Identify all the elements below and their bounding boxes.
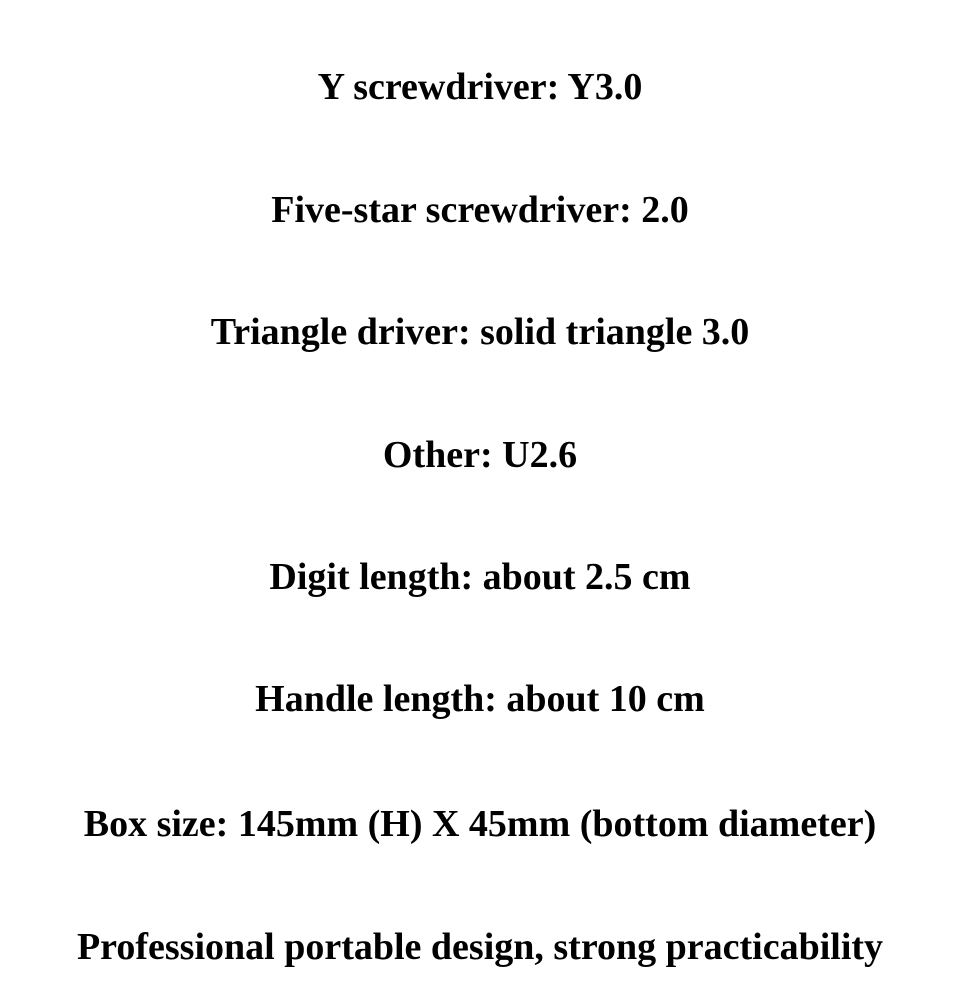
spec-box-size: Box size: 145mm (H) X 45mm (bottom diameter) <box>83 803 877 845</box>
spec-other: Other: U2.6 <box>382 434 578 476</box>
spec-design-note: Professional portable design, strong practicability <box>76 926 884 968</box>
spec-triangle-driver: Triangle driver: solid triangle 3.0 <box>210 311 750 353</box>
spec-y-screwdriver: Y screwdriver: Y3.0 <box>317 66 643 108</box>
spec-digit-length: Digit length: about 2.5 cm <box>269 556 691 598</box>
spec-five-star-screwdriver: Five-star screwdriver: 2.0 <box>271 189 689 231</box>
spec-handle-length: Handle length: about 10 cm <box>255 678 705 720</box>
